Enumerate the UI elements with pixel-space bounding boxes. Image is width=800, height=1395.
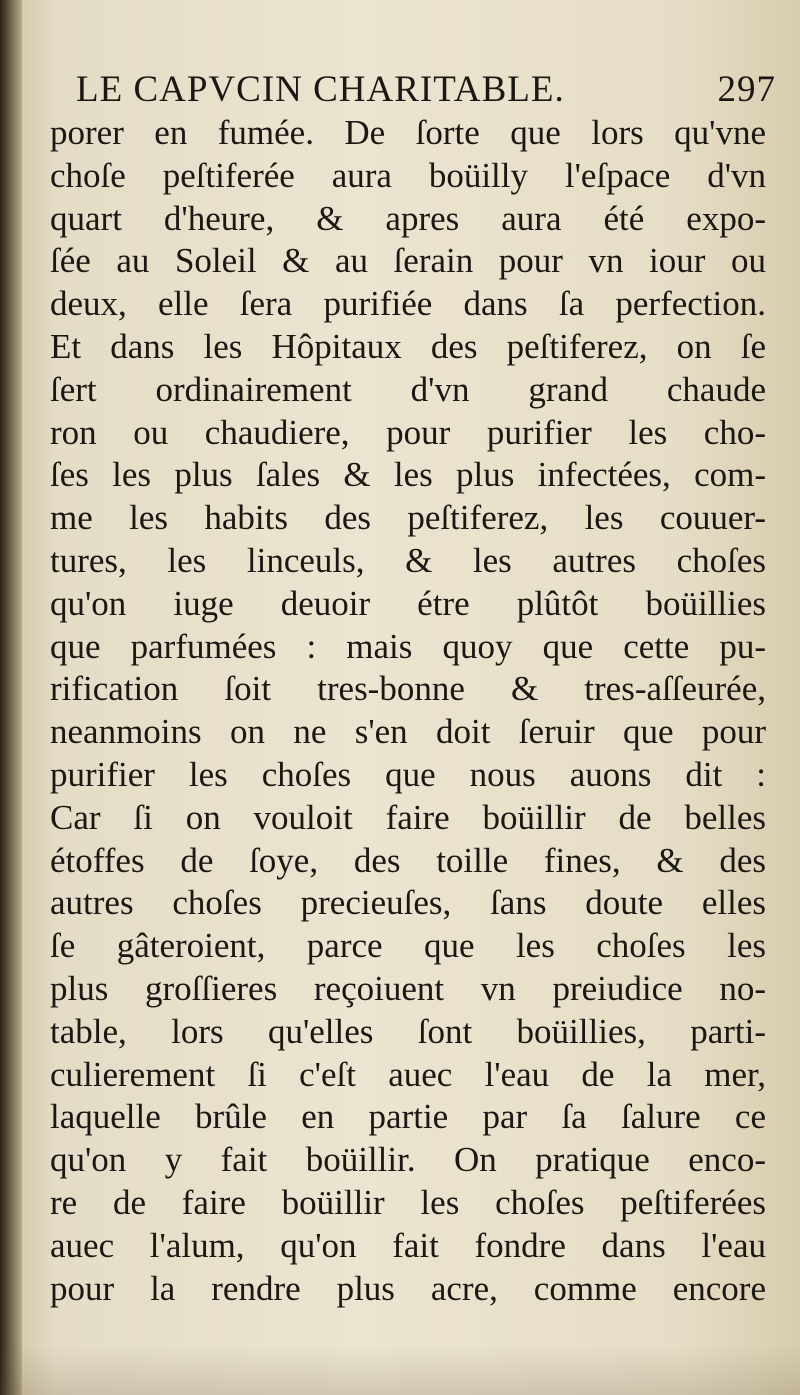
text-line: que parfumées : mais quoy que cette pu- <box>50 626 766 666</box>
page-bottom-shade <box>0 1345 800 1395</box>
text-line: culierement ſi c'eſt auec l'eau de la mer, <box>50 1054 766 1094</box>
text-line: qu'on iuge deuoir étre plûtôt boüillies <box>50 583 766 623</box>
text-line: tures, les linceuls, & les autres choſes <box>50 540 766 580</box>
text-line: re de faire boüillir les choſes peſtiferées <box>50 1182 766 1222</box>
text-line: quart d'heure, & apres aura été expo- <box>50 198 766 238</box>
text-line: choſe peſtiferée aura boüilly l'eſpace d'vn <box>50 155 766 195</box>
text-line: purifier les choſes que nous auons dit : <box>50 754 766 794</box>
text-line: laquelle brûle en partie par ſa ſalure ce <box>50 1097 766 1137</box>
text-line: pour la rendre plus acre, comme encore <box>50 1268 766 1308</box>
text-line: auec l'alum, qu'on fait fondre dans l'eau <box>50 1225 766 1265</box>
text-line: Car ſi on vouloit faire boüillir de belles <box>50 797 766 837</box>
text-line: étoffes de ſoye, des toille fines, & des <box>50 840 766 880</box>
page-gutter-edge <box>0 0 22 1395</box>
text-line: ſert ordinairement d'vn grand chaude <box>50 369 766 409</box>
text-line: Et dans les Hôpitaux des peſtiferez, on ſe <box>50 326 766 366</box>
text-line: porer en fumée. De ſorte que lors qu'vne <box>50 113 766 152</box>
text-line: me les habits des peſtiferez, les couuer- <box>50 498 766 538</box>
text-line: ron ou chaudiere, pour purifier les cho- <box>50 412 766 452</box>
text-line: table, lors qu'elles ſont boüillies, parti- <box>50 1011 766 1051</box>
text-line: deux, elle ſera purifiée dans ſa perfection. <box>50 284 766 324</box>
text-line: neanmoins on ne s'en doit ſeruir que pour <box>50 712 766 752</box>
text-line: qu'on y fait boüillir. On pratique enco- <box>50 1140 766 1180</box>
text-line: autres choſes precieuſes, ſans doute elles <box>50 883 766 923</box>
text-line: ſe gâteroient, parce que les choſes les <box>50 926 766 966</box>
text-line: rification ſoit tres-bonne & tres-aſſeurée, <box>50 669 766 709</box>
running-head <box>76 66 776 114</box>
text-line: plus groſſieres reçoiuent vn preiudice no- <box>50 968 766 1008</box>
text-line: ſée au Soleil & au ſerain pour vn iour ou <box>50 241 766 281</box>
running-title: LE CAPVCIN CHARITABLE. <box>76 69 565 110</box>
text-line: ſes les plus ſales & les plus infectées, com- <box>50 455 766 495</box>
body-text <box>50 112 766 1310</box>
page-number: 297 <box>717 69 776 110</box>
